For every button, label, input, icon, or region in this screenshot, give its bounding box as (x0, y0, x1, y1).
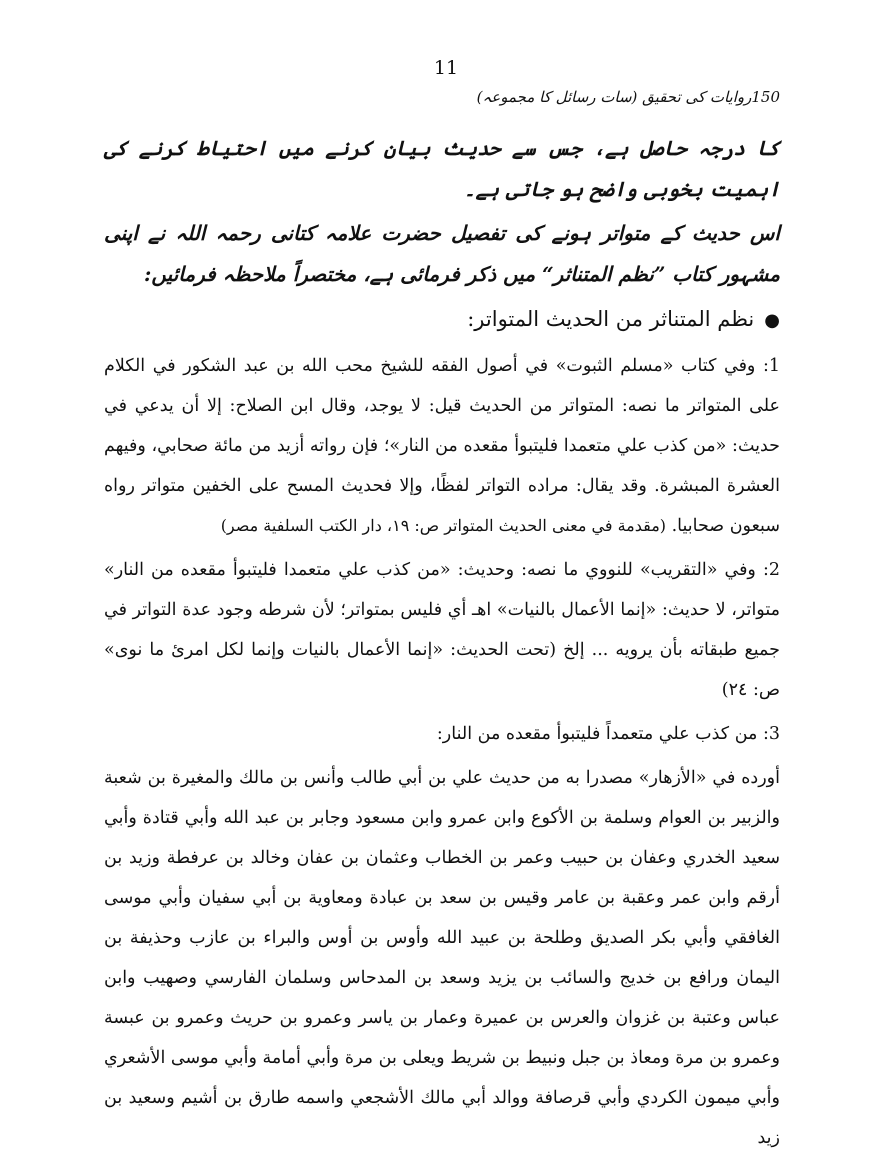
page-number: 11 (433, 57, 459, 79)
arabic-item-1-reference: (مقدمة في معنى الحديث المتواتر ص: ١٩، دار الكتب السلفية مصر) (220, 516, 667, 535)
urdu-intro-paragraph: اس حدیث کے متواتر ہونے کی تفصیل حضرت علامہ کتانی رحمہ اللہ نے اپنی مشہور کتاب ”نظم المتناثر“ میں ذکر فرمائی ہے، مختصراً ملاحظہ فرمائیں: (104, 221, 780, 286)
bullet-icon: ● (764, 310, 780, 331)
arabic-item-3: 3: من كذب علي متعمداً فليتبوأ مقعده من النار: (436, 724, 780, 744)
narrators-paragraph: أورده في «الأزهار» مصدرا به من حديث علي بن أبي طالب وأنس بن مالك والمغيرة بن شعبة والزبير بن العوام وسلمة بن الأكوع وابن عمرو وابن مسعود وجابر بن عبد الله وأبي قتادة وأبي سعيد الخدري وعفان بن حبيب وعمر بن الخطاب وعثمان بن عفان وخالد بن عرفطة وزيد بن أرقم وابن عمر وعقبة بن عامر وقيس بن سعد بن عبادة ومعاوية بن أبي سفيان وأبي موسى الغافقي وأبي بكر الصديق وطلحة بن عبيد الله وأوس بن أوس والبراء بن عازب وحذيفة بن اليمان ورافع بن خديج والسائب بن يزيد وسعد بن المدحاس وسلمان الفارسي وصهيب وابن عباس وعتبة بن غزوان والعرس بن عميرة وعمار بن ياسر وعمرو بن حريث وعمرو بن عبسة وعمرو بن مرة ومعاذ بن جبل ونبيط بن شريط ويعلى بن مرة وأبي أمامة وأبي موسى الأشعري وأبي ميمون الكردي وأبي قرصافة ووالد أبي مالك الأشجعي واسمه طارق بن أشيم وسعيد بن زيد (104, 768, 780, 1148)
urdu-continuation-line: کا درجہ حاصل ہے، جس سے حدیث بیان کرنے میں احتیاط کرنے کی اہمیت بخوبی واضح ہو جاتی ہے۔ (104, 136, 780, 201)
arabic-item-1 (104, 346, 780, 546)
arabic-item-2: 2: وفي «التقريب» للنووي ما نصه: وحديث: «من كذب علي متعمدا فليتبوأ مقعده من النار» متواتر، لا حديث: «إنما الأعمال بالنيات» اهـ أي فليس بمتواتر؛ لأن شرطه وجود عدة التواتر في جميع طبقاته بأن يرويه ... إلخ (تحت الحديث: «إنما الأعمال بالنيات وإنما لكل امرئ ما نوى» ص: ٢٤) (104, 560, 780, 700)
section-heading (104, 298, 780, 342)
arabic-item-1-text: 1: وفي كتاب «مسلم الثبوت» في أصول الفقه للشيخ محب الله بن عبد الشكور في الكلام على المتواتر ما نصه: المتواتر من الحديث قيل: لا يوجد، وقال ابن الصلاح: إلا أن يدعي في حديث: «من كذب علي متعمدا فليتبوأ مقعده من النار»؛ فإن رواته أزيد من مائة صحابي، وفيهم العشرة المبشرة. وقد يقال: مراده التواتر لفظًا، وإلا فحديث المسح على الخفين متواتر رواه سبعون صحابيا. (104, 356, 780, 536)
section-heading-text: نظم المتناثر من الحديث المتواتر: (467, 307, 755, 331)
page-body (104, 128, 780, 1162)
running-header: 150روایات کی تحقیق (سات رسائل کا مجموعہ) (476, 88, 780, 106)
